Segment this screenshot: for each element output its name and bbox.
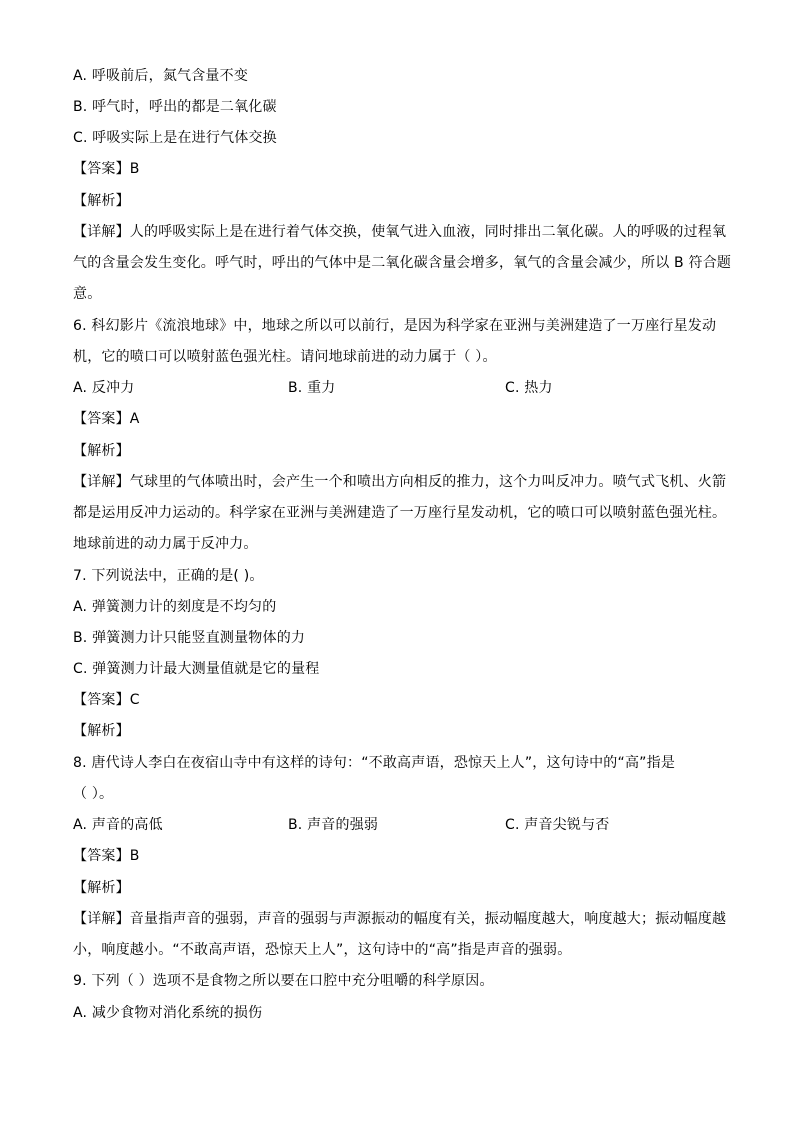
q8-stem-line-2: （ ）。 [73,786,114,802]
q8-option-b: B. 声音的强弱 [288,817,379,833]
q8-options [73,816,609,834]
q5-option-c: C. 呼吸实际上是在进行气体交换 [73,130,277,146]
q7-analysis-label: 【解析】 [73,723,130,739]
q6-detail-line-1: 【详解】气球里的气体喷出时，会产生一个和喷出方向相反的推力，这个力叫反冲力。喷气式飞机、火箭 [73,474,727,490]
q6-option-b: B. 重力 [288,380,336,396]
q9-option-a: A. 减少食物对消化系统的损伤 [73,1005,263,1021]
q5-detail-line-2: 气的含量会发生变化。呼气时，呼出的气体中是二氧化碳含量会增多，氧气的含量会减少，所以 B 符合题 [73,255,732,271]
q6-stem-line-2: 机，它的喷口可以喷射蓝色强光柱。请问地球前进的动力属于（ ）。 [73,349,497,365]
q7-option-a: A. 弹簧测力计的刻度是不均匀的 [73,599,277,615]
q6-answer: 【答案】A [73,411,140,427]
q7-option-c: C. 弹簧测力计最大测量值就是它的量程 [73,661,320,677]
q5-option-a: A. 呼吸前后，氮气含量不变 [73,68,249,84]
q5-detail-line-1: 【详解】人的呼吸实际上是在进行着气体交换，使氧气进入血液，同时排出二氧化碳。人的呼吸的过程氧 [73,224,727,240]
q8-stem-line-1: 8. 唐代诗人李白在夜宿山寺中有这样的诗句：“不敢高声语，恐惊天上人”，这句诗中的“高”指是 [73,755,676,771]
q5-detail-line-3: 意。 [73,286,102,302]
q8-detail-line-1: 【详解】音量指声音的强弱，声音的强弱与声源振动的幅度有关，振动幅度越大，响度越大；振动幅度越 [73,911,727,927]
q8-answer: 【答案】B [73,848,140,864]
q6-options [73,379,553,397]
q7-stem: 7. 下列说法中，正确的是( )。 [73,568,264,584]
q8-option-c: C. 声音尖锐与否 [505,817,610,833]
q8-analysis-label: 【解析】 [73,880,130,896]
q5-analysis-label: 【解析】 [73,193,130,209]
q8-option-a: A. 声音的高低 [73,817,163,833]
q7-option-b: B. 弹簧测力计只能竖直测量物体的力 [73,630,306,646]
q9-stem: 9. 下列（ ）选项不是食物之所以要在口腔中充分咀嚼的科学原因。 [73,973,494,989]
q6-detail-line-3: 地球前进的动力属于反冲力。 [73,536,258,552]
q6-option-c: C. 热力 [505,380,553,396]
q6-detail-line-2: 都是运用反冲力运动的。科学家在亚洲与美洲建造了一万座行星发动机，它的喷口可以喷射蓝色强光柱。 [73,505,727,521]
q5-answer: 【答案】B [73,161,140,177]
q8-detail-line-2: 小，响度越小。“不敢高声语，恐惊天上人”，这句诗中的“高”指是声音的强弱。 [73,942,572,958]
q5-option-b: B. 呼气时，呼出的都是二氧化碳 [73,99,277,115]
q6-analysis-label: 【解析】 [73,443,130,459]
q7-answer: 【答案】C [73,692,140,708]
q6-stem-line-1: 6. 科幻影片《流浪地球》中，地球之所以可以前行，是因为科学家在亚洲与美洲建造了一万座行星发动 [73,318,717,334]
q6-option-a: A. 反冲力 [73,380,135,396]
